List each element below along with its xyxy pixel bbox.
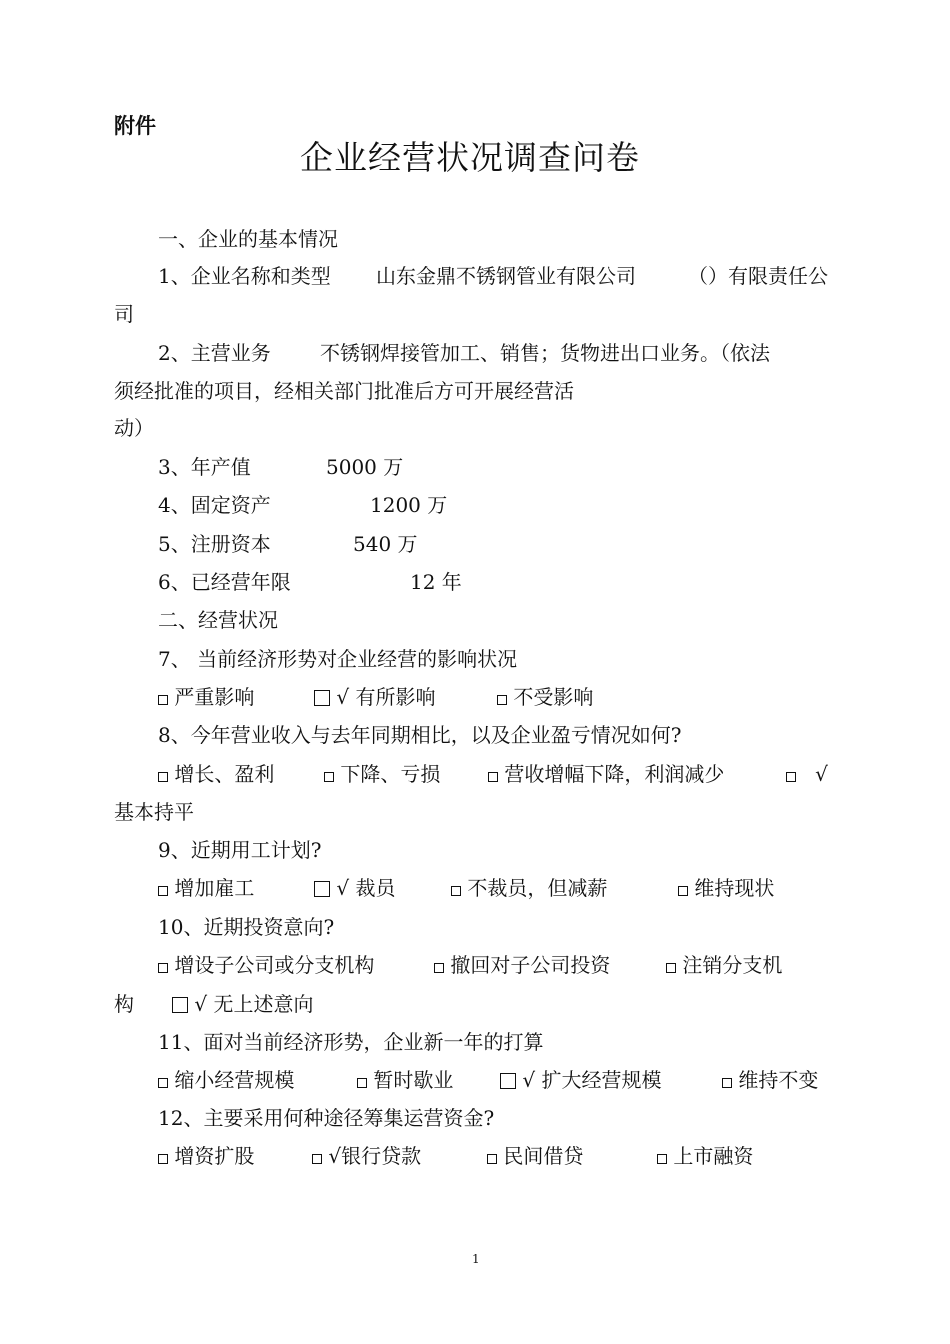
q12-option-1[interactable]: 增资扩股 xyxy=(158,1142,254,1170)
q1-company-name: 山东金鼎不锈钢管业有限公司 xyxy=(376,264,636,288)
q8-option-4-label: 基本持平 xyxy=(114,800,194,824)
q12-question: 12、主要采用何种途径筹集运营资金? xyxy=(158,1106,495,1130)
q8-option-4-mark[interactable] xyxy=(786,760,828,788)
q11-option-3[interactable]: √ 扩大经营规模 xyxy=(500,1066,661,1094)
checkbox-icon xyxy=(158,886,168,896)
checkbox-icon xyxy=(158,1154,168,1164)
q7-option-2[interactable]: √ 有所影响 xyxy=(314,683,435,711)
checked-box-icon xyxy=(314,690,330,706)
q6-value: 12 年 xyxy=(410,570,462,594)
q2-business-line2: 须经批准的项目，经相关部门批准后方可开展经营活 xyxy=(114,379,574,403)
checkbox-icon xyxy=(158,963,168,973)
q1-label: 1、企业名称和类型 xyxy=(158,264,331,288)
q4-label: 4、固定资产 xyxy=(158,493,271,517)
checkbox-icon xyxy=(158,772,168,782)
checkbox-icon xyxy=(657,1154,667,1164)
q10-option-3-cont: 构 xyxy=(114,992,134,1016)
q8-option-1[interactable]: 增长、盈利 xyxy=(158,760,274,788)
checkbox-icon xyxy=(786,772,796,782)
q10-option-2[interactable]: 撤回对子公司投资 xyxy=(434,951,610,979)
page-number: 1 xyxy=(472,1252,480,1266)
q9-option-1[interactable]: 增加雇工 xyxy=(158,874,254,902)
q7-option-3[interactable]: 不受影响 xyxy=(497,683,593,711)
q12-option-2[interactable]: √银行贷款 xyxy=(312,1142,421,1170)
q10-question: 10、近期投资意向? xyxy=(158,915,335,939)
q1-company-type: （）有限责任公 xyxy=(688,264,828,288)
checkbox-icon xyxy=(451,886,461,896)
q5-label: 5、注册资本 xyxy=(158,532,271,556)
checked-box-icon xyxy=(500,1073,516,1089)
q9-option-3[interactable]: 不裁员，但减薪 xyxy=(451,874,607,902)
checkbox-icon xyxy=(158,1078,168,1088)
q11-option-1[interactable]: 缩小经营规模 xyxy=(158,1066,294,1094)
checkbox-icon xyxy=(487,1154,497,1164)
checkbox-icon xyxy=(158,695,168,705)
page-title: 企业经营状况调查问卷 xyxy=(300,138,640,177)
q6-label: 6、已经营年限 xyxy=(158,570,291,594)
q11-option-4[interactable]: 维持不变 xyxy=(722,1066,818,1094)
checkbox-icon xyxy=(488,772,498,782)
q8-question: 8、今年营业收入与去年同期相比，以及企业盈亏情况如何? xyxy=(158,723,682,747)
q12-option-3[interactable]: 民间借贷 xyxy=(487,1142,583,1170)
q5-value: 540 万 xyxy=(353,532,418,556)
section-heading-operations: 二、经营状况 xyxy=(158,608,278,632)
q8-option-2[interactable]: 下降、亏损 xyxy=(324,760,440,788)
q11-option-2[interactable]: 暂时歇业 xyxy=(357,1066,453,1094)
q11-question: 11、面对当前经济形势，企业新一年的打算 xyxy=(158,1030,544,1054)
q9-option-4[interactable]: 维持现状 xyxy=(678,874,774,902)
checkbox-icon xyxy=(324,772,334,782)
q4-value: 1200 万 xyxy=(370,493,448,517)
q10-option-1[interactable]: 增设子公司或分支机构 xyxy=(158,951,374,979)
checkbox-icon xyxy=(722,1078,732,1088)
checked-box-icon xyxy=(172,997,188,1013)
q7-option-1[interactable]: 严重影响 xyxy=(158,683,254,711)
checkbox-icon xyxy=(666,963,676,973)
q2-business-line3: 动） xyxy=(114,416,154,440)
checkbox-icon xyxy=(312,1154,322,1164)
attachment-label: 附件 xyxy=(114,114,156,138)
q10-option-3[interactable]: 注销分支机 xyxy=(666,951,782,979)
checked-box-icon xyxy=(314,881,330,897)
checkbox-icon xyxy=(357,1078,367,1088)
checkbox-icon xyxy=(434,963,444,973)
q1-company-type-cont: 司 xyxy=(114,302,134,326)
section-heading-basic: 一、企业的基本情况 xyxy=(158,227,338,251)
q9-question: 9、近期用工计划? xyxy=(158,838,322,862)
q10-option-4[interactable]: √ 无上述意向 xyxy=(172,990,313,1018)
q2-label: 2、主营业务 xyxy=(158,341,271,365)
q9-option-2[interactable]: √ 裁员 xyxy=(314,874,395,902)
checkbox-icon xyxy=(678,886,688,896)
q2-business-line1: 不锈钢焊接管加工、销售；货物进出口业务。（依法 xyxy=(320,341,770,365)
q3-value: 5000 万 xyxy=(326,455,404,479)
checkbox-icon xyxy=(497,695,507,705)
check-mark-icon: √ xyxy=(815,762,828,786)
q8-option-3[interactable]: 营收增幅下降，利润减少 xyxy=(488,760,724,788)
q3-label: 3、年产值 xyxy=(158,455,251,479)
q12-option-4[interactable]: 上市融资 xyxy=(657,1142,753,1170)
q7-question: 7、 当前经济形势对企业经营的影响状况 xyxy=(158,647,518,671)
